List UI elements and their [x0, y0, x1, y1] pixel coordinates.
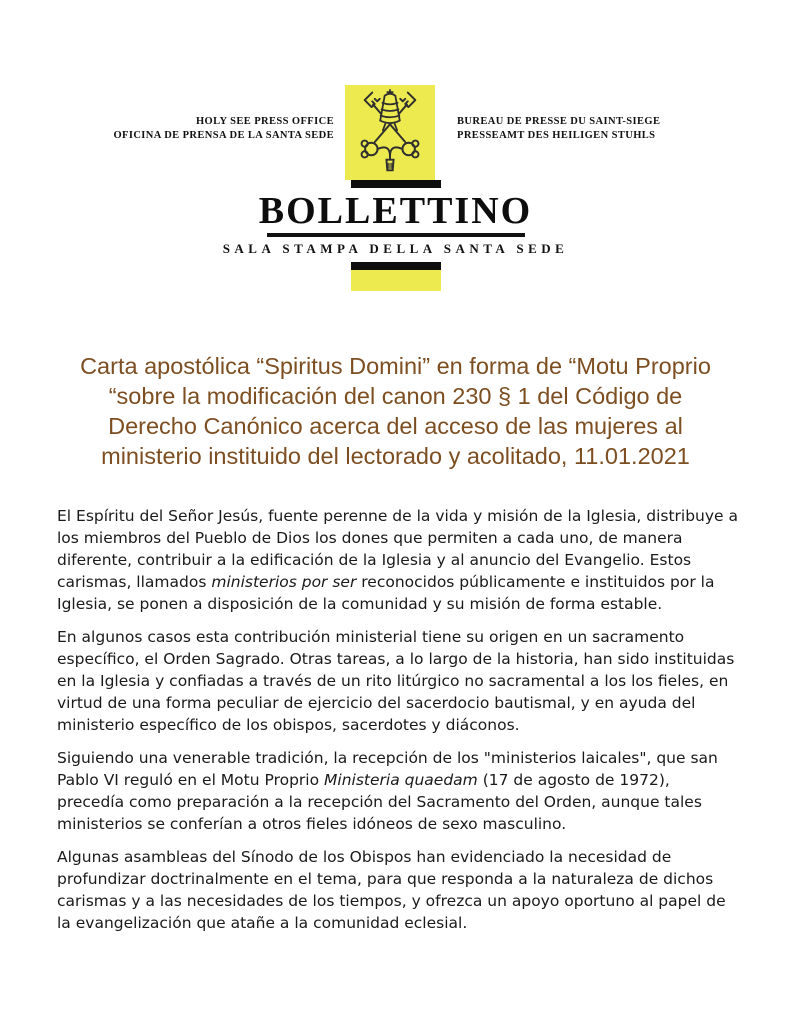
document-body	[57, 505, 741, 934]
title-line-4: ministerio instituido del lectorado y acolitado, 11.01.2021	[101, 443, 690, 469]
title-line-3: Derecho Canónico acerca del acceso de las mujeres al	[108, 413, 683, 439]
title-line-2: “sobre la modificación del canon 230 § 1 del Código de	[108, 383, 683, 409]
masthead-right-line2: PRESSEAMT DES HEILIGEN STUHLS	[457, 130, 656, 141]
masthead-row	[0, 85, 791, 180]
paragraph-1-italic: ministerios por ser	[211, 573, 357, 591]
masthead-left-line1: HOLY SEE PRESS OFFICE	[195, 116, 334, 127]
paragraph-3	[57, 747, 741, 835]
title-line-1: Carta apostólica “Spiritus Domini” en forma de “Motu Proprio	[80, 353, 711, 379]
masthead-right-line1: BUREAU DE PRESSE DU SAINT-SIEGE	[457, 116, 661, 127]
paragraph-2	[57, 626, 741, 736]
paragraph-4-text: Algunas asambleas del Sínodo de los Obispos han evidenciado la necesidad de profundizar doctrinalmente en el tema, para que responda a la naturaleza de dichos carismas y a las necesidades de los tiempos, y ofrezca un apoyo oportuno al papel de la evangelización que atañe a la comunidad eclesial.	[57, 848, 726, 932]
yellow-tail-block	[351, 270, 441, 291]
paragraph-3-text-after: (17 de agosto de 1972), precedía como preparación a la recepción del Sacramento del Orden, aunque tales ministerios se conferían a otros fieles idóneos de sexo masculino.	[57, 771, 702, 833]
vatican-crossed-keys-tiara-icon	[350, 87, 430, 179]
paragraph-4	[57, 846, 741, 934]
emblem-box	[345, 85, 435, 180]
black-bar-top	[351, 180, 441, 188]
paragraph-3-text: Siguiendo una venerable tradición, la recepción de los "ministerios laicales", que san Pablo VI reguló en el Motu Proprio	[57, 749, 718, 789]
black-bar-bottom	[351, 262, 441, 270]
masthead-subtitle: SALA STAMPA DELLA SANTA SEDE	[222, 241, 569, 256]
paragraph-3-italic: Ministeria quaedam	[324, 771, 478, 789]
masthead-right-text	[435, 115, 791, 143]
paragraph-1	[57, 505, 741, 615]
paragraph-1-text: El Espíritu del Señor Jesús, fuente perenne de la vida y misión de la Iglesia, distribuye a los miembros del Pueblo de Dios los dones que permiten a cada uno, de manera diferente, contribuir a la edificación de la Iglesia y al anuncio del Evangelio. Estos carismas, llamados	[57, 507, 739, 591]
document-title	[0, 351, 791, 471]
paragraph-1-text-after: reconocidos públicamente e instituidos por la Iglesia, se ponen a disposición de la comunidad y su misión de forma estable.	[57, 573, 715, 613]
bollettino-wordmark: BOLLETTINO	[258, 190, 533, 232]
masthead	[0, 0, 791, 291]
masthead-left-text	[0, 115, 345, 143]
masthead-left-line2: OFICINA DE PRENSA DE LA SANTA SEDE	[113, 130, 334, 141]
paragraph-2-text: En algunos casos esta contribución ministerial tiene su origen en un sacramento específico, el Orden Sagrado. Otras tareas, a lo largo de la historia, han sido instituidas en la Iglesia y confiadas a través de un rito litúrgico no sacramental a los los fieles, en virtud de una forma peculiar de ejercicio del sacerdocio bautismal, y en ayuda del ministerio específico de los obispos, sacerdotes y diáconos.	[57, 628, 735, 734]
wordmark-rule	[267, 233, 525, 237]
